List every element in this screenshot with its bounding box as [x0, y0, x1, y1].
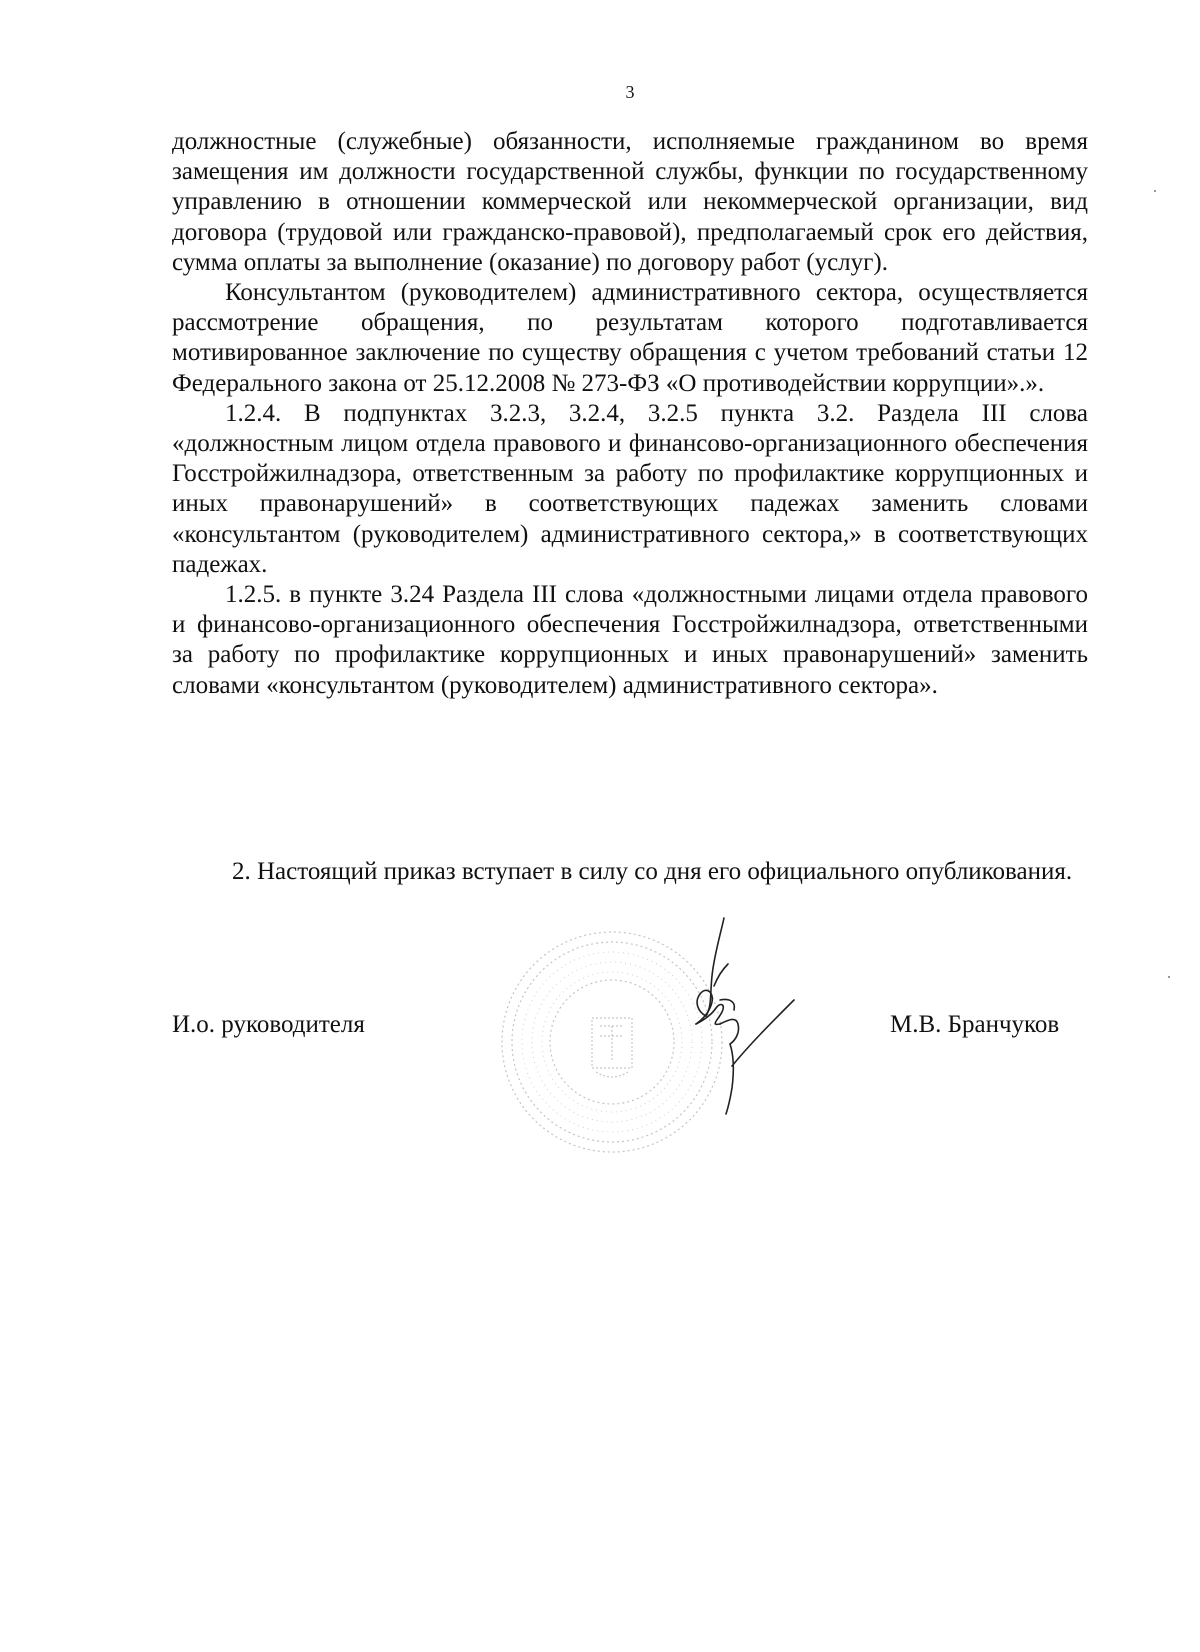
- paragraph-continuation: должностные (служебные) обязанности, исполняемые гражданином во время замещения им должности государственной службы, функции по государственному управлению в отношении коммерческой или некоммерческой организации, вид договора (трудовой или гражданско-правовой), предполагаемый срок его действия, сумма оплаты за выполнение (оказание) по договору работ (услуг).: [172, 128, 1088, 276]
- paragraph-1-2-4: 1.2.4. В подпунктах 3.2.3, 3.2.4, 3.2.5 пункта 3.2. Раздела III слова «должностным лицом отдела правового и финансово-организационного обеспечения Госстройжилнадзора, ответственным за работу по профилактике коррупционных и иных правонарушений» в соответствующих падежах заменить словами «консультантом (руководителем) административного сектора,» в соответствующих падежах.: [172, 399, 1088, 578]
- signatory-name: М.В. Бранчуков: [890, 1011, 1060, 1038]
- scan-speck: [1168, 976, 1170, 978]
- handwritten-signature: [690, 916, 820, 1116]
- paragraph-consultant: Консультантом (руководителем) административного сектора, осуществляется рассмотрение обращения, по результатам которого подготавливается мотивированное заключение по существу обращения с учетом требований статьи 12 Федерального закона от 25.12.2008 № 273-ФЗ «О противодействии коррупции».».: [172, 279, 1088, 397]
- signatory-title: И.о. руководителя: [172, 1011, 365, 1038]
- scan-speck: [1154, 190, 1156, 192]
- document-body: [172, 127, 1088, 701]
- paragraph-effective-date: 2. Настоящий приказ вступает в силу со дня его официального опубликования.: [232, 858, 1073, 885]
- page-number: 3: [625, 82, 635, 102]
- paragraph-1-2-5: 1.2.5. в пункте 3.24 Раздела III слова «должностными лицами отдела правового и финансово-организационного обеспечения Госстройжилнадзора, ответственными за работу по профилактике коррупционных и иных правонарушений» заменить словами «консультантом (руководителем) административного сектора».: [172, 581, 1088, 699]
